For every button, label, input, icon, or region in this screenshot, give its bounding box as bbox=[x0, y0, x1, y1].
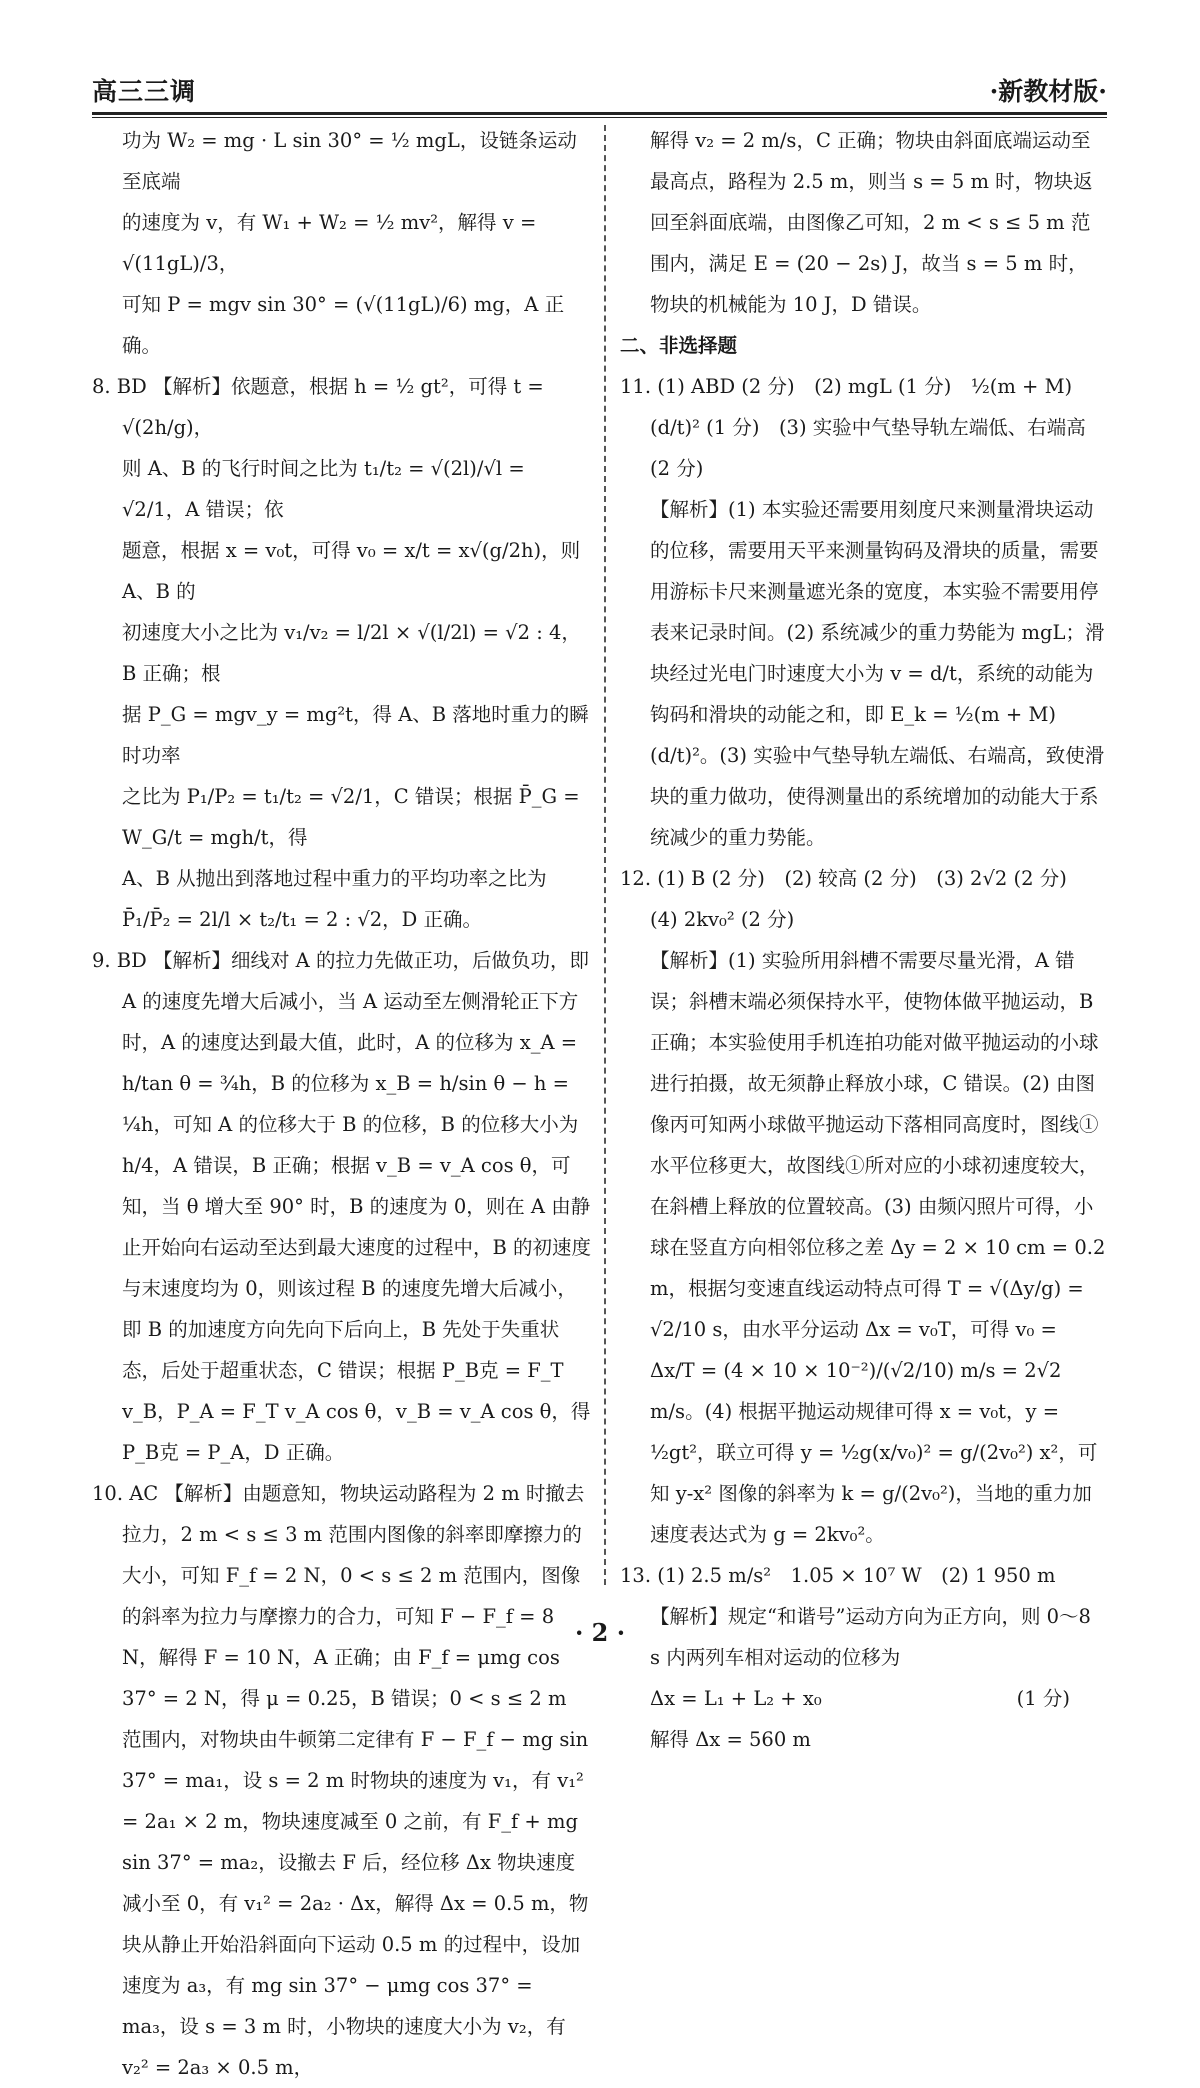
page-header bbox=[92, 72, 1107, 108]
answer-paragraph: 10. AC 【解析】由题意知，物块运动路程为 2 m 时撤去拉力，2 m < s ≤ 3 m 范围内图像的斜率即摩擦力的大小，可知 F_f = 2 N，0 < s ≤ 2 m 范围内，图像的斜率为拉力与摩擦力的合力，可知 F − F_f = 8 N，解得 F = 10 N，A 正确；由 F_f = μmg cos 37° = 2 N，得 μ = 0.25，B 错误；0 < s ≤ 2 m 范围内，对物块由牛顿第二定律有 F − F_f − mg sin 37° = ma₁，设 s = 2 m 时物块的速度为 v₁，有 v₁² = 2a₁ × 2 m，物块速度减至 0 之前，有 F_f + mg sin 37° = ma₂，设撤去 F 后，经位移 Δx 物块速度减小至 0，有 v₁² = 2a₂ · Δx，解得 Δx = 0.5 m，物块从静止开始沿斜面向下运动 0.5 m 的过程中，设加速度为 a₃，有 mg sin 37° − μmg cos 37° = ma₃，设 s = 3 m 时，小物块的速度大小为 v₂，有 v₂² = 2a₃ × 0.5 m， bbox=[92, 1482, 589, 2079]
answer-paragraph: 二、非选择题 bbox=[620, 334, 738, 357]
answer-paragraph: 13. (1) 2.5 m/s² 1.05 × 10⁷ W (2) 1 950 m bbox=[620, 1564, 1056, 1587]
answer-paragraph: Δx = L₁ + L₂ + x₀ (1 分) bbox=[650, 1687, 1070, 1710]
answer-paragraph: 9. BD 【解析】细线对 A 的拉力先做正功，后做负功，即 A 的速度先增大后减小，当 A 运动至左侧滑轮正下方时，A 的速度达到最大值，此时，A 的位移为 x_A = h/tan θ = ¾h，B 的位移为 x_B = h/sin θ − h = ¼h，可知 A 的位移大于 B 的位移，B 的位移大小为 h/4，A 错误，B 正确；根据 v_B = v_A cos θ，可知，当 θ 增大至 90° 时，B 的速度为 0，则在 A 由静止开始向右运动至达到最大速度的过程中，B 的初速度与末速度均为 0，则该过程 B 的速度先增大后减小，即 B 的加速度方向先向下后向上，B 先处于失重状态，后处于超重状态，C 错误；根据 P_B克 = F_T v_B，P_A = F_T v_A cos θ，v_B = v_A cos θ，得 P_B克 = P_A，D 正确。 bbox=[92, 949, 592, 1464]
answer-paragraph: 【解析】(1) 实验所用斜槽不需要尽量光滑，A 错误；斜槽末端必须保持水平，使物体做平抛运动，B 正确；本实验使用手机连拍功能对做平抛运动的小球进行拍摄，故无须静止释放小球，C 错误。(2) 由图像丙可知两小球做平抛运动下落相同高度时，图线①水平位移更大，故图线①所对应的小球初速度较大，在斜槽上释放的位置较高。(3) 由频闪照片可得，小球在竖直方向相邻位移之差 Δy = 2 × 10 cm = 0.2 m，根据匀变速直线运动特点可得 T = √(Δy/g) = √2/10 s，由水平分运动 Δx = v₀T，可得 v₀ = Δx/T = (4 × 10 × 10⁻²)/(√2/10) m/s = 2√2 m/s。(4) 根据平抛运动规律可得 x = v₀t，y = ½gt²，联立可得 y = ½g(x/v₀)² = g/(2v₀²) x²，可知 y-x² 图像的斜率为 k = g/(2v₀²)，当地的重力加速度表达式为 g = 2kv₀²。 bbox=[650, 949, 1106, 1546]
answer-paragraph: 解得 v₂ = 2 m/s，C 正确；物块由斜面底端运动至最高点，路程为 2.5 m，则当 s = 5 m 时，物块返回至斜面底端，由图像乙可知，2 m < s ≤ 5 m 范围内，满足 E = (20 − 2s) J，故当 s = 5 m 时，物块的机械能为 10 J，D 错误。 bbox=[650, 129, 1093, 316]
exam-title: 高三三调 bbox=[92, 77, 197, 106]
answer-paragraph: 则 A、B 的飞行时间之比为 t₁/t₂ = √(2l)/√l = √2/1，A 错误；依 bbox=[122, 457, 525, 521]
answer-paragraph: 题意，根据 x = v₀t，可得 v₀ = x/t = x√(g/2h)，则 A、B 的 bbox=[122, 539, 581, 603]
answer-paragraph: 【解析】规定“和谐号”运动方向为正方向，则 0～8 s 内两列车相对运动的位移为 bbox=[650, 1605, 1091, 1669]
answer-paragraph: 之比为 P₁/P₂ = t₁/t₂ = √2/1，C 错误；根据 P̄_G = W_G/t = mgh/t，得 bbox=[122, 785, 580, 849]
header-rule bbox=[92, 112, 1107, 115]
answer-paragraph: 可知 P = mgv sin 30° = (√(11gL)/6) mg，A 正确。 bbox=[122, 293, 565, 357]
answer-paragraph: 的速度为 v，有 W₁ + W₂ = ½ mv²，解得 v = √(11gL)/3， bbox=[122, 211, 537, 275]
right-column bbox=[620, 120, 1107, 1760]
edition-label: ·新教材版· bbox=[989, 77, 1107, 106]
answer-paragraph: 功为 W₂ = mg · L sin 30° = ½ mgL，设链条运动至底端 bbox=[122, 129, 577, 193]
answer-paragraph: 11. (1) ABD (2 分) (2) mgL (1 分) ½(m + M)(d/t)² (1 分) (3) 实验中气垫导轨左端低、右端高 (2 分) bbox=[620, 375, 1086, 480]
answer-paragraph: 【解析】(1) 本实验还需要用刻度尺来测量滑块运动的位移，需要用天平来测量钩码及滑块的质量，需要用游标卡尺来测量遮光条的宽度，本实验不需要用停表来记录时间。(2) 系统减少的重力势能为 mgL；滑块经过光电门时速度大小为 v = d/t，系统的动能为钩码和滑块的动能之和，即 E_k = ½(m + M)(d/t)²。(3) 实验中气垫导轨左端低、右端高，致使滑块的重力做功，使得测量出的系统增加的动能大于系统减少的重力势能。 bbox=[650, 498, 1105, 849]
answer-paragraph: A、B 从抛出到落地过程中重力的平均功率之比为 bbox=[122, 867, 547, 890]
left-column bbox=[92, 120, 592, 2088]
answer-paragraph: 解得 Δx = 560 m bbox=[650, 1728, 811, 1751]
answer-paragraph: 12. (1) B (2 分) (2) 较高 (2 分) (3) 2√2 (2 分) (4) 2kv₀² (2 分) bbox=[620, 867, 1087, 931]
column-divider bbox=[604, 125, 606, 1585]
answer-paragraph: P̄₁/P̄₂ = 2l/l × t₂/t₁ = 2 : √2，D 正确。 bbox=[122, 908, 483, 931]
answer-paragraph: 据 P_G = mgv_y = mg²t，得 A、B 落地时重力的瞬时功率 bbox=[122, 703, 589, 767]
answer-paragraph: 初速度大小之比为 v₁/v₂ = l/2l × √(l/2l) = √2 : 4，B 正确；根 bbox=[122, 621, 581, 685]
answer-paragraph: 8. BD 【解析】依题意，根据 h = ½ gt²，可得 t = √(2h/g)， bbox=[92, 375, 544, 439]
header-rule-thin bbox=[92, 117, 1107, 118]
page-number: · 2 · bbox=[574, 1618, 626, 1647]
